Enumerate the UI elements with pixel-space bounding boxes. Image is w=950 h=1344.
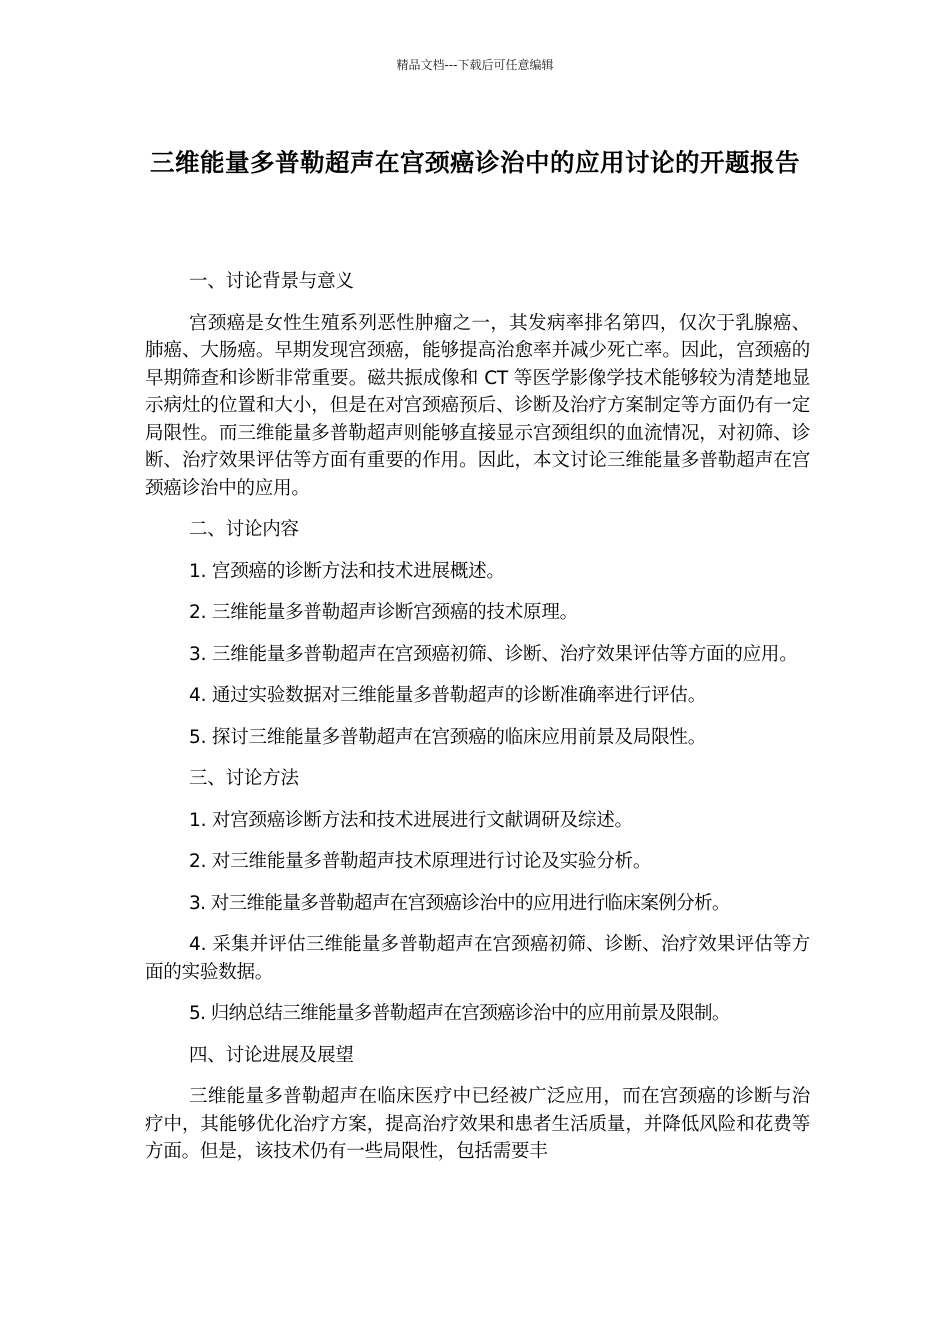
document-title: 三维能量多普勒超声在宫颈癌诊治中的应用讨论的开题报告 [150, 148, 800, 177]
section-heading: 一、讨论背景与意义 [189, 271, 354, 292]
list-item: 3. 对三维能量多普勒超声在宫颈癌诊治中的应用进行临床案例分析。 [189, 892, 730, 914]
list-item: 5. 探讨三维能量多普勒超声在宫颈癌的临床应用前景及局限性。 [189, 726, 707, 748]
body-paragraph: 三维能量多普勒超声在临床医疗中已经被广泛应用，而在宫颈癌的诊断与治疗中，其能够优化治疗方案，提高治疗效果和患者生活质量，并降低风险和花费等方面。但是，该技术仍有一些局限性，包括需要丰 [145, 1086, 810, 1162]
list-item: 2. 对三维能量多普勒超声技术原理进行讨论及实验分析。 [189, 851, 652, 872]
list-item: 1. 宫颈癌的诊断方法和技术进展概述。 [189, 560, 505, 582]
header-note: 精品文档---下载后可任意编辑 [396, 58, 554, 72]
list-item: 2. 三维能量多普勒超声诊断宫颈癌的技术原理。 [189, 602, 578, 623]
list-item: 5. 归纳总结三维能量多普勒超声在宫颈癌诊治中的应用前景及限制。 [189, 1003, 730, 1024]
list-item: 4. 通过实验数据对三维能量多普勒超声的诊断准确率进行评估。 [189, 685, 707, 706]
document-body [145, 268, 810, 1180]
section-heading: 三、讨论方法 [189, 768, 299, 789]
list-item: 1. 对宫颈癌诊断方法和技术进展进行文献调研及综述。 [189, 809, 633, 831]
section-heading: 四、讨论进展及展望 [189, 1044, 354, 1066]
list-item: 3. 三维能量多普勒超声在宫颈癌初筛、诊断、治疗效果评估等方面的应用。 [189, 643, 798, 665]
list-item: 4. 采集并评估三维能量多普勒超声在宫颈癌初筛、诊断、治疗效果评估等方面的实验数据。 [145, 934, 810, 983]
body-paragraph: 宫颈癌是女性生殖系列恶性肿瘤之一，其发病率排名第四，仅次于乳腺癌、肺癌、大肠癌。早期发现宫颈癌，能够提高治愈率并减少死亡率。因此，宫颈癌的早期筛查和诊断非常重要。磁共振成像和 CT 等医学影像学技术能够较为清楚地显示病灶的位置和大小，但是在对宫颈癌预后、诊断及治疗方案制定等方面仍有一定局限性。而三维能量多普勒超声则能够直接显示宫颈组织的血流情况，对初筛、诊断、治疗效果评估等方面有重要的作用。因此，本文讨论三维能量多普勒超声在宫颈癌诊治中的应用。 [145, 312, 810, 499]
section-heading: 二、讨论内容 [189, 519, 299, 540]
